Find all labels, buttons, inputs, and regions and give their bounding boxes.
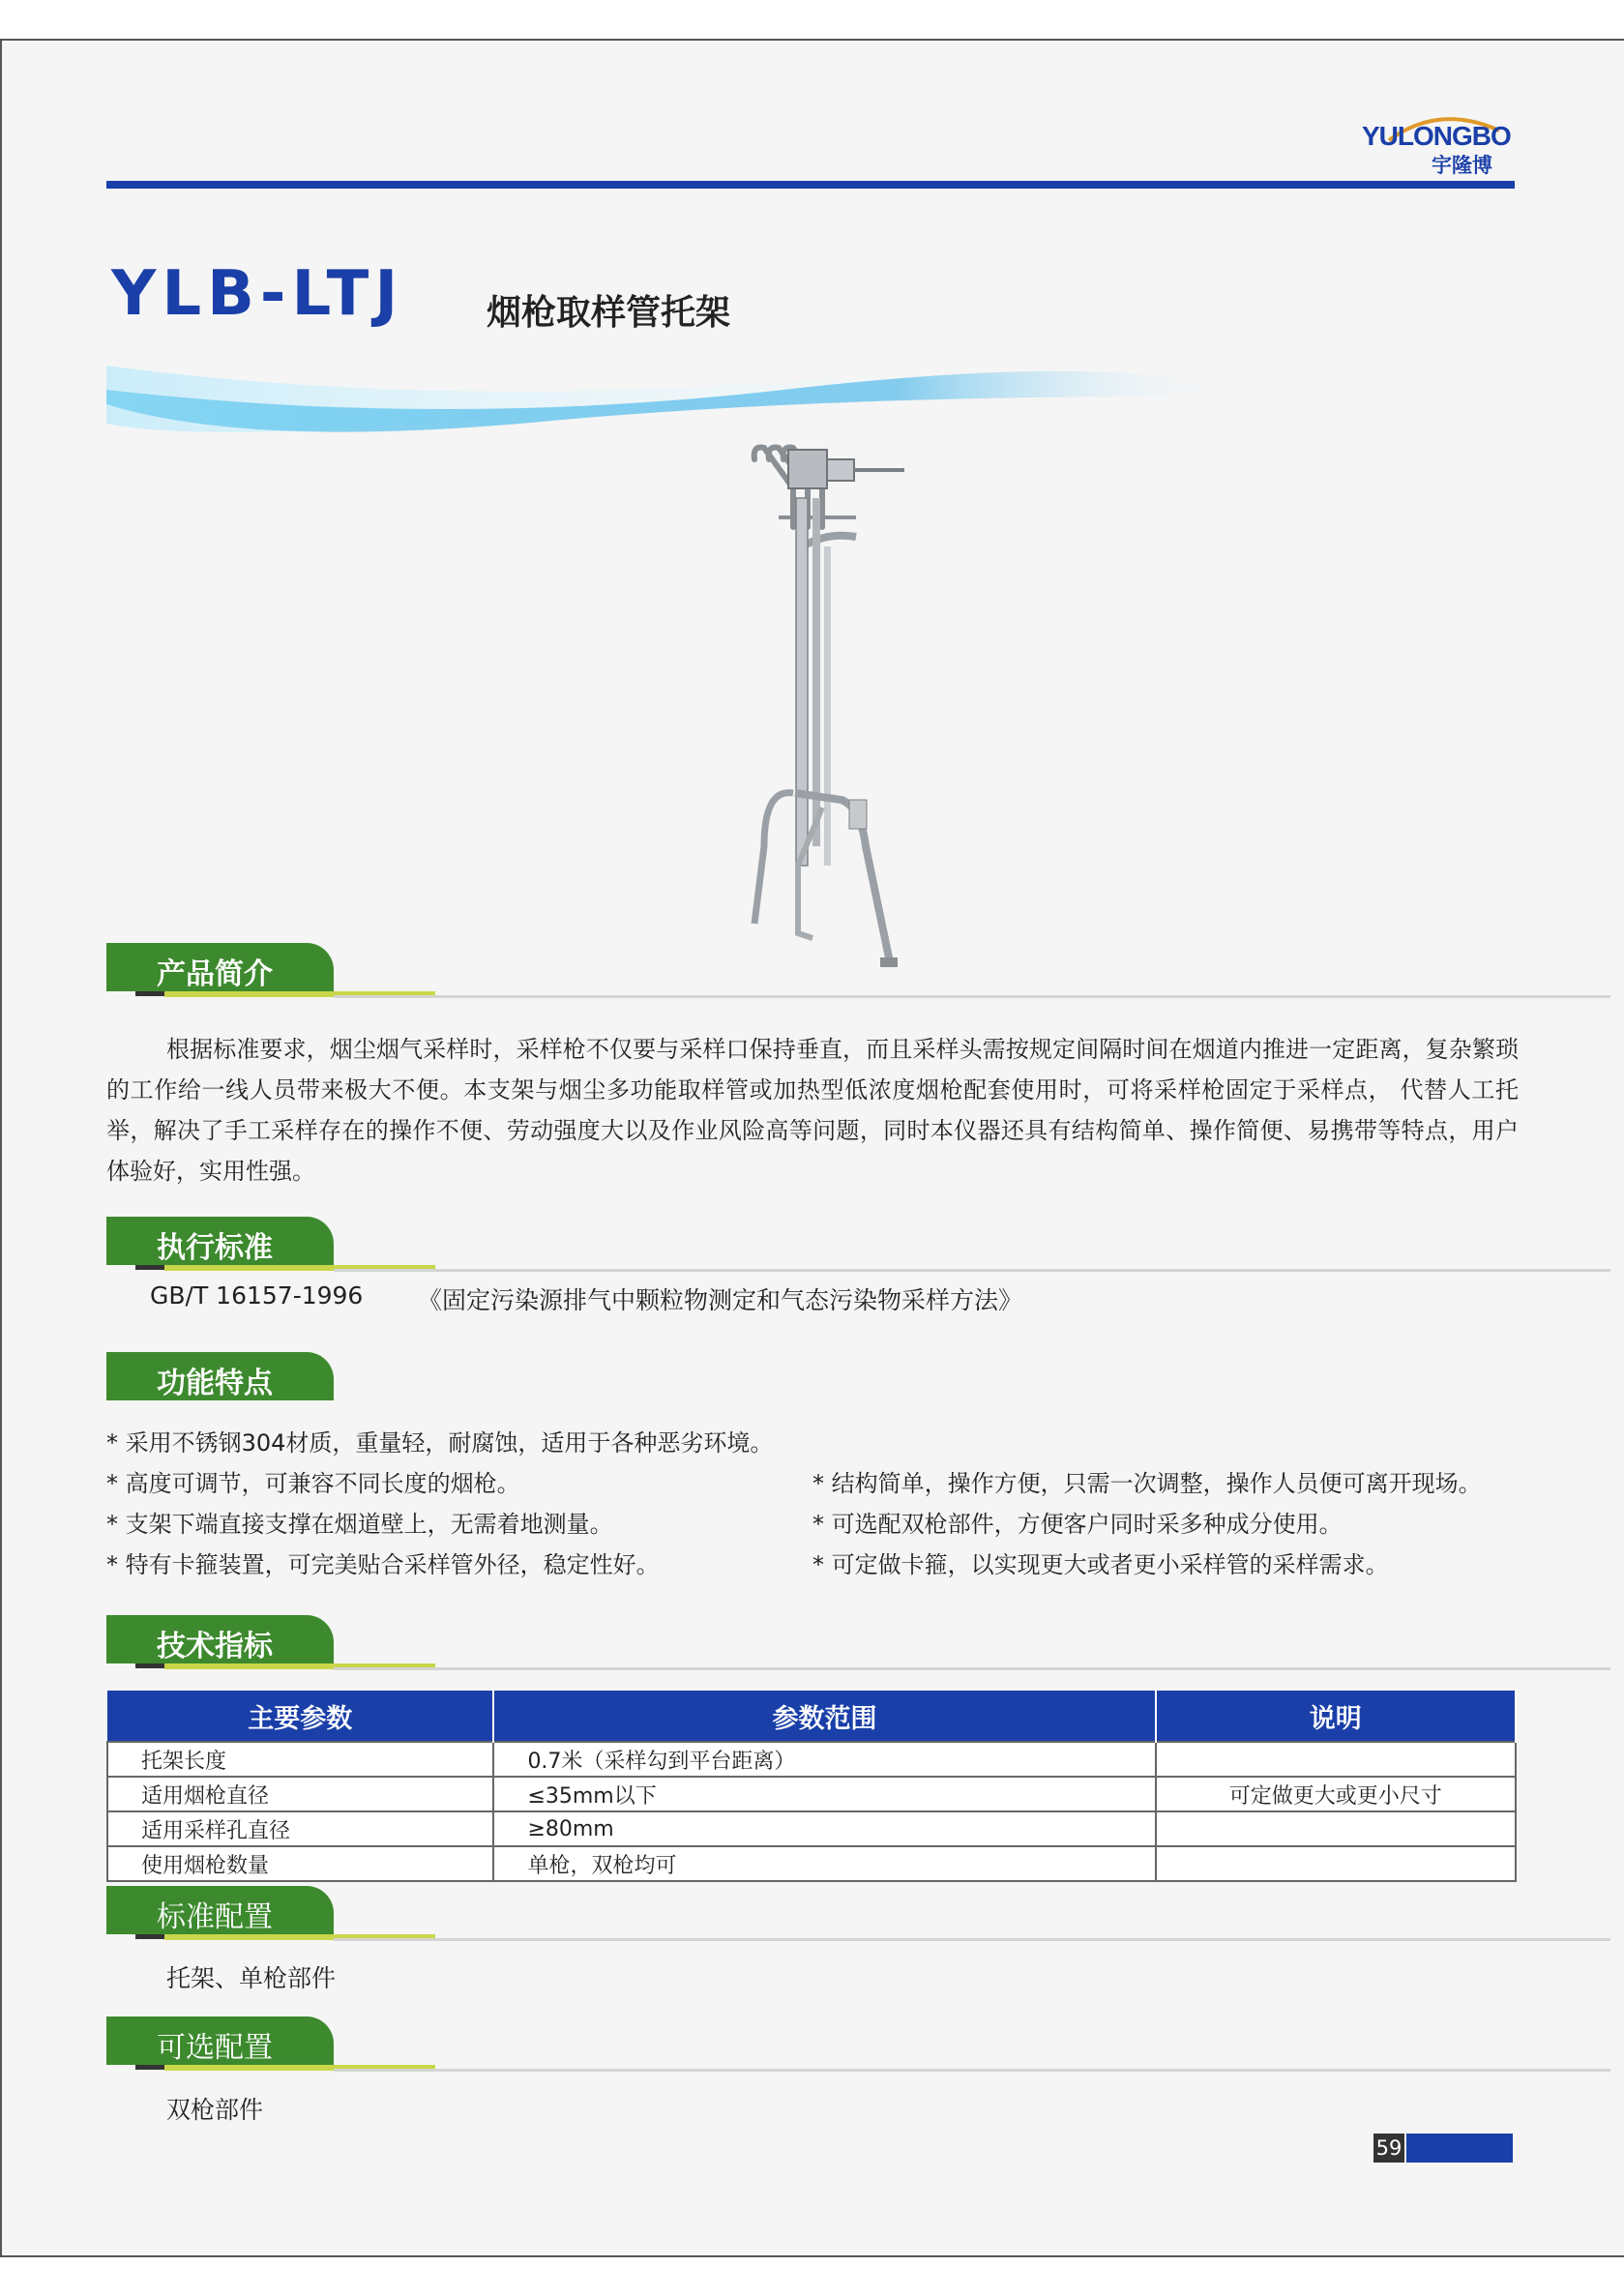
section-header-standard — [106, 1217, 1509, 1275]
section-title-standard-config: 标准配置 — [157, 1900, 273, 1934]
spec-cell-note: 可定做更大或更小尺寸 — [1156, 1777, 1516, 1811]
spec-cell-range: 单枪，双枪均可 — [493, 1846, 1155, 1881]
spec-cell-param: 适用烟枪直径 — [107, 1777, 493, 1811]
spec-table-header-row — [107, 1691, 1516, 1742]
standard-code: GB/T 16157-1996 — [150, 1281, 364, 1310]
spec-cell-range: 0.7米（采样勾到平台距离） — [493, 1742, 1155, 1777]
logo-text-en: YULONGBO — [1362, 121, 1511, 151]
spec-table — [106, 1691, 1517, 1882]
brand-logo — [1362, 111, 1511, 179]
section-header-optional-config — [106, 2016, 1509, 2075]
feature-item: * 可选配双枪部件，方便客户同时采多种成分使用。 — [812, 1511, 1343, 1538]
spec-col-header-param: 主要参数 — [107, 1691, 493, 1742]
table-row — [107, 1777, 1516, 1811]
decorative-wave — [106, 346, 1238, 433]
table-row — [107, 1846, 1516, 1881]
spec-cell-note — [1156, 1742, 1516, 1777]
spec-col-header-range: 参数范围 — [493, 1691, 1155, 1742]
section-title-optional-config: 可选配置 — [157, 2031, 273, 2065]
table-row — [107, 1811, 1516, 1846]
feature-item: * 高度可调节，可兼容不同长度的烟枪。 — [106, 1470, 520, 1497]
spec-col-header-note: 说明 — [1156, 1691, 1516, 1742]
table-row — [107, 1742, 1516, 1777]
spec-cell-param: 托架长度 — [107, 1742, 493, 1777]
standard-name: 《固定污染源排气中颗粒物测定和气态污染物采样方法》 — [418, 1286, 1023, 1314]
product-image — [735, 440, 938, 982]
spec-cell-param: 适用采样孔直径 — [107, 1811, 493, 1846]
spec-cell-note — [1156, 1811, 1516, 1846]
feature-item: * 特有卡箍装置，可完美贴合采样管外径，稳定性好。 — [106, 1551, 660, 1578]
section-header-standard-config — [106, 1886, 1509, 1944]
section-title-intro: 产品简介 — [157, 957, 273, 991]
feature-item: * 结构简单，操作方便，只需一次调整，操作人员便可离开现场。 — [812, 1470, 1482, 1497]
spec-cell-param: 使用烟枪数量 — [107, 1846, 493, 1881]
feature-item: * 采用不锈钢304材质，重量轻，耐腐蚀，适用于各种恶劣环境。 — [106, 1429, 774, 1457]
product-code: YLB-LTJ — [111, 258, 404, 330]
section-title-features: 功能特点 — [157, 1367, 273, 1400]
product-name: 烟枪取样管托架 — [487, 293, 731, 333]
feature-item: * 支架下端直接支撑在烟道壁上，无需着地测量。 — [106, 1511, 613, 1538]
intro-paragraph: 根据标准要求，烟尘烟气采样时，采样枪不仅要与采样口保持垂直，而且采样头需按规定间隔时间在烟道内推进一定距离，复杂繁琐的工作给一线人员带来极大不便。本支架与烟尘多功能取样管或加热型低浓度烟枪配套使用时，可将采样枪固定于采样点， 代替人工托举，解决了手工采样存在的操作不便、劳动强度大以及作业风险高等问题，同时本仪器还具有结构简单、操作简便、易携带等特点，用户体验好，实用性强。 — [106, 1036, 1519, 1185]
spec-cell-note — [1156, 1846, 1516, 1881]
intro-text-block — [106, 1029, 1519, 1192]
standard-config-text: 托架、单枪部件 — [166, 1964, 337, 1992]
logo-text-cn: 宇隆博 — [1432, 154, 1492, 177]
section-title-standard: 执行标准 — [157, 1231, 273, 1265]
spec-cell-range: ≥80mm — [493, 1811, 1155, 1846]
spec-cell-range: ≤35mm以下 — [493, 1777, 1155, 1811]
page-number: 59 — [1373, 2134, 1404, 2163]
section-header-intro — [106, 943, 1509, 1001]
section-title-specs: 技术指标 — [157, 1630, 273, 1663]
section-header-specs — [106, 1615, 1509, 1673]
optional-config-text: 双枪部件 — [166, 2096, 264, 2124]
header-rule — [106, 181, 1515, 189]
page-number-bar — [1406, 2134, 1513, 2163]
feature-item: * 可定做卡箍，以实现更大或者更小采样管的采样需求。 — [812, 1551, 1389, 1578]
section-header-features — [106, 1352, 1509, 1410]
